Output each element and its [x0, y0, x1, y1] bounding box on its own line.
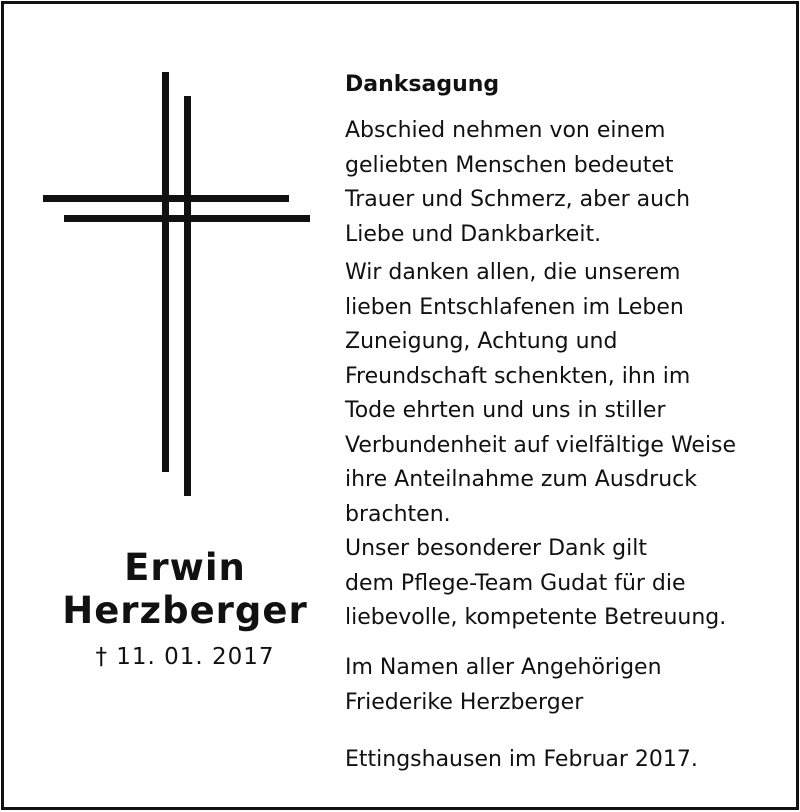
- paragraph-1: Abschied nehmen von einem geliebten Menschen bedeutet Trauer und Schmerz, aber auch Liebe und Dankbarkeit.: [345, 118, 691, 247]
- paragraph-3: Unser besonderer Dank gilt dem Pflege-Team Gudat für die liebevolle, kompetente Betreuung.: [345, 536, 727, 630]
- death-date: † 11. 01. 2017: [95, 644, 275, 670]
- cross-vertical-bar-1: [162, 72, 169, 472]
- cross-horizontal-bar-2: [64, 215, 310, 222]
- cross-vertical-bar-2: [184, 96, 191, 496]
- place-date: Ettingshausen im Februar 2017.: [345, 747, 698, 772]
- deceased-first-name: Erwin: [124, 546, 246, 589]
- signature: Im Namen aller Angehörigen Friederike Herzberger: [345, 655, 662, 715]
- paragraph-2: Wir danken allen, die unserem lieben Entschlafenen im Leben Zuneigung, Achtung und Freundschaft schenkten, ihn im Tode ehrten und uns in stiller Verbundenheit auf vielfältige Weise ihre Anteilnahme zum Ausdruck brachten.: [345, 260, 737, 527]
- cross-horizontal-bar-1: [43, 195, 289, 202]
- deceased-last-name: Herzberger: [62, 589, 308, 632]
- notice-heading: Danksagung: [345, 72, 500, 97]
